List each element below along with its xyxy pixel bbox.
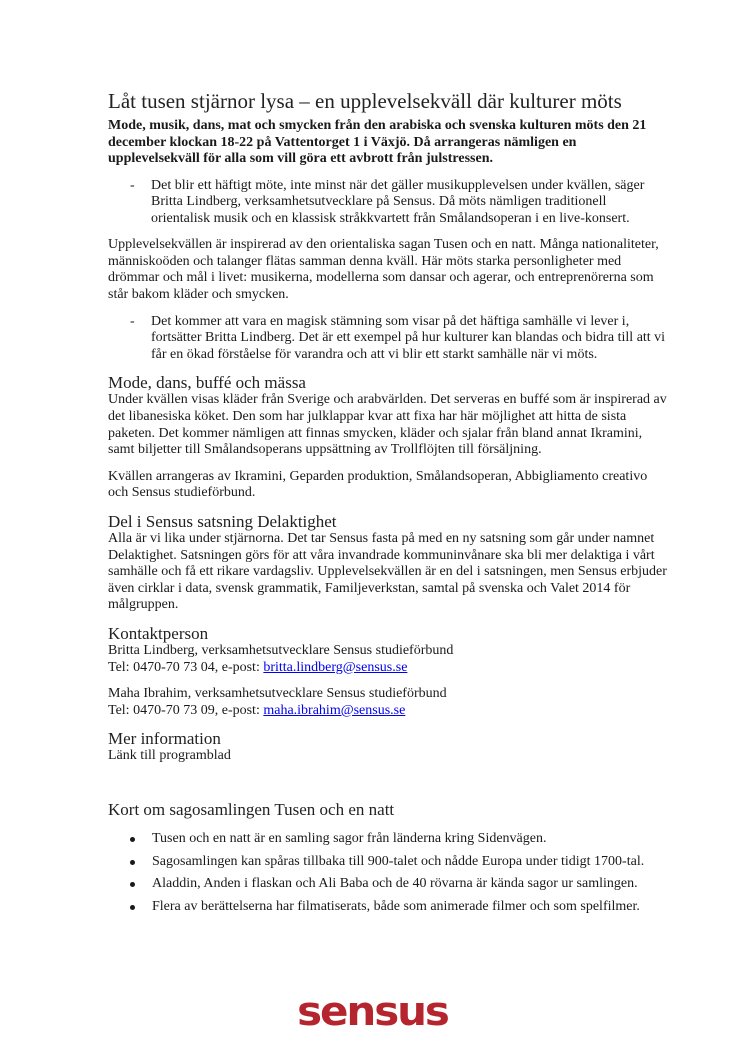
bullet-icon [130, 882, 135, 887]
sensus-logo: sensus [297, 989, 448, 1035]
document-page [108, 88, 668, 921]
list-item [108, 854, 668, 871]
contact-name-role: Britta Lindberg, verksamhetsutvecklare Sensus studieförbund [108, 642, 454, 658]
email-link[interactable]: maha.ibrahim@sensus.se [263, 702, 406, 718]
quote-text: Det blir ett häftigt möte, inte minst när det gäller musikupplevelsen under kvällen, säger Britta Lindberg, verksamhetsutvecklare på Sensus. Då möts nämligen traditionell orientalisk musik och en klassisk stråkkvartett från Smålandsoperan i en live-konsert. [151, 177, 645, 226]
more-info-heading: Mer information [108, 729, 221, 749]
document-title: Låt tusen stjärnor lysa – en upplevelsekväll där kulturer möts [108, 89, 622, 113]
contact-tel: Tel: 0470-70 73 09, e-post: [108, 702, 264, 718]
quote-block [108, 314, 668, 364]
contact-tel-line [108, 703, 668, 720]
email-link[interactable]: britta.lindberg@sensus.se [263, 659, 408, 675]
list-item-text: Tusen och en natt är en samling sagor från länderna kring Sidenvägen. [152, 830, 547, 846]
list-item-text: Sagosamlingen kan spåras tillbaka till 900-talet och nådde Europa under tidigt 1700-tal. [152, 853, 645, 869]
contact-heading: Kontaktperson [108, 623, 209, 643]
list-item-text: Flera av berättelserna har filmatiserats, både som animerade filmer och som spelfilmer. [152, 898, 640, 914]
section-delaktighet-body: Alla är vi lika under stjärnorna. Det tar Sensus fasta på med en ny satsning som går under namnet Delaktighet. Satsningen görs för att våra invandrade kommuninvånare ska bli mer delaktiga i vårt samhälle och få ett rikare vardagsliv. Upplevelsekvällen är en del i satsningen, men Sensus erbjuder även cirklar i data, svensk grammatik, Familjeverkstan, samtal på svenska och Valet 2014 för målgruppen. [108, 531, 667, 613]
contact-name-role: Maha Ibrahim, verksamhetsutvecklare Sensus studieförbund [108, 686, 447, 702]
contact-person [108, 686, 668, 719]
body-paragraph: Upplevelsekvällen är inspirerad av den orientaliska sagan Tusen och en natt. Många nationaliteter, människoöden och talanger flätas samman denna kväll. Här möts starka personligheter med drömmar och mål i livet: musikerna, modellerna som dansar och agerar, och entreprenörerna som står bakom kläder och smycken. [108, 237, 659, 303]
lead-paragraph: Mode, musik, dans, mat och smycken från den arabiska och svenska kulturen möts den 21 december klockan 18-22 på Vattentorget 1 i Växjö. Då arrangeras nämligen en upplevelsekväll för alla som vill göra ett avbrott från julstressen. [108, 118, 647, 166]
section-mode-organizers: Kvällen arrangeras av Ikramini, Geparden produktion, Smålandsoperan, Abbigliamento creativo och Sensus studieförbund. [108, 468, 648, 501]
contact-tel-line [108, 660, 668, 677]
facts-list [108, 831, 668, 915]
contact-tel: Tel: 0470-70 73 04, e-post: [108, 659, 264, 675]
section-heading-delaktighet: Del i Sensus satsning Delaktighet [108, 512, 337, 531]
list-item [108, 876, 668, 893]
list-item [108, 899, 668, 916]
dash-bullet: - [130, 177, 135, 193]
bullet-icon [130, 860, 135, 865]
quote-block [108, 178, 668, 228]
quote-text: Det kommer att vara en magisk stämning som visar på det häftiga samhälle vi lever i, fortsätter Britta Lindberg. Det är ett exempel på hur kulturer kan blandas och bidra till att vi får en ökad förståelse för varandra och att vi blir ett starkt samhälle när vi möts. [151, 313, 666, 362]
facts-heading: Kort om sagosamlingen Tusen och en natt [108, 799, 395, 819]
bullet-icon [130, 905, 135, 910]
contact-person [108, 643, 668, 676]
dash-bullet: - [130, 313, 135, 329]
section-mode-body: Under kvällen visas kläder från Sverige och arabvärlden. Det serveras en buffé som är inspirerad av det libanesiska köket. Den som har julklappar kvar att fixa har här möjlighet att hitta de sista paketen. Det kommer nämligen att finnas smycken, kläder och sjalar från bland annat Ikramini, samt biljetter till Smålandsoperans uppsättning av Trollflöjten till försäljning. [108, 392, 667, 458]
list-item-text: Aladdin, Anden i flaskan och Ali Baba och de 40 rövarna är kända sagor ur samlingen. [152, 876, 638, 892]
program-link[interactable]: Länk till programblad [108, 748, 231, 764]
list-item [108, 831, 668, 848]
bullet-icon [130, 837, 135, 842]
section-heading-mode: Mode, dans, buffé och mässa [108, 373, 306, 393]
